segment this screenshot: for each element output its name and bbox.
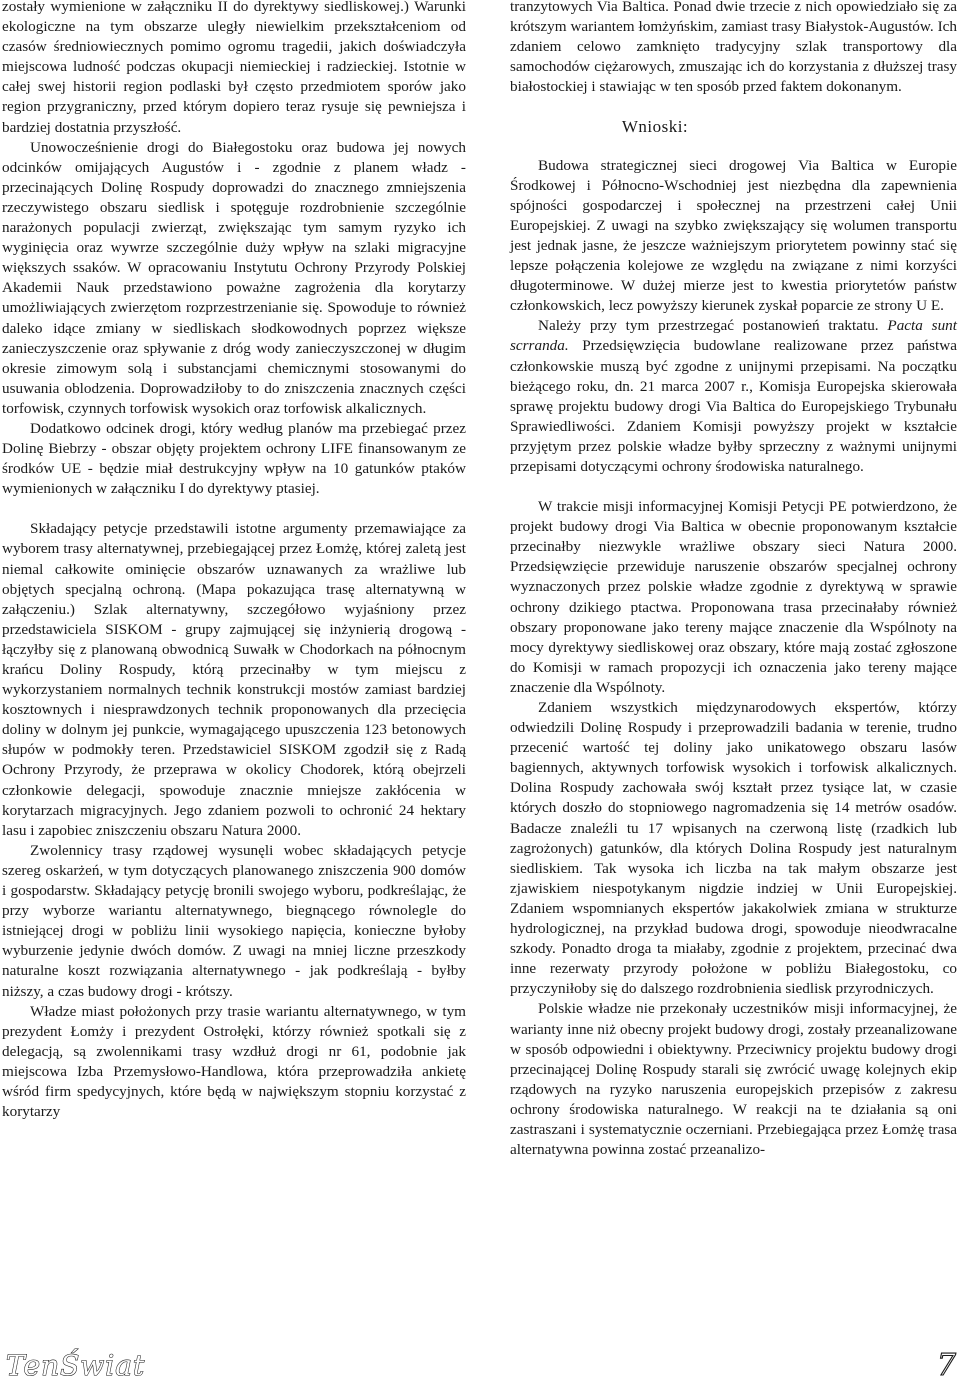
left-column <box>2 0 466 1122</box>
section-heading: Wnioski: <box>621 117 689 137</box>
paragraph: Władze miast położonych przy trasie wariantu alternatywnego, w tym prezydent Łomży i prezydent Ostrołęki, którzy również spotkali się z delegacją, są zwolennikami trasy wzdłuż drogi nr 61, podobnie jak miejscowa Izba Przemysłowo-Handlowa, która przeprowadziła ankietę wśród firm spedycyjnych, które będą w największym stopniu korzystać z korytarzy <box>2 1002 466 1121</box>
page-number: 7 <box>936 1348 956 1383</box>
paragraph: Składający petycje przedstawili istotne argumenty przemawiające za wyborem trasy alternatywnej, przebiegającej przez Łomżę, której zaletą jest niemal całkowite ominięcie obszarów uznawanych za wrażliwe lub objętych specjalną ochroną. (Mapa pokazująca trasę alternatywną w załączeniu.) Szlak alternatywny, szczegółowo wyjaśniony przez przedstawiciela SISKOM - grupy zajmującej się inżynierią drogową - łączyłby się z planowaną obwodnicą Suwałk w Chodorkach na północnym krańcu Doliny Rospudy, którą przecinałby w tym miejscu z wykorzystaniem normalnych technik konstrukcji mostów zamiast bardziej kosztownych i niesprawdzonych technik proponowanych dla przecięcia doliny w dolnym jej punkcie, wymagającego upuszczenia 123 betonowych słupów w podmokły teren. Przedstawiciel SISKOM zgodził się z Radą Ochrony Przyrody, że przeprawa w okolicy Chodorek, którą obejrzeli członkowie delegacji, spowoduje znacznie mniejsze zakłócenia w korytarzach migracyjnych. Jego zdaniem pozwoli to ochronić 24 hektary lasu i zapobiec zniszczeniu obszaru Natura 2000. <box>2 520 466 839</box>
paragraph <box>510 316 957 477</box>
magazine-logo: TenŚwiat <box>6 1349 146 1382</box>
paragraph: W trakcie misji informacyjnej Komisji Petycji PE potwierdzono, że projekt budowy drogi Via Baltica w obecnie proponowanym kształcie przecinałby niezwykle wrażliwe obszary sieci Natura 2000. Przedsięwzięcie przewiduje naruszenie obszarów specjalnej ochrony wyznaczonych przez polskie władze zgodnie z dyrektywą w sprawie ochrony dzikiego ptactwa. Proponowana trasa przecinałaby również obszary proponowane jako tereny mające znaczenie dla Wspólnoty na mocy dyrektywy siedliskowej oraz obszary, które mają zostać zgłoszone do Komisji w ramach propozycji ich oznaczenia jako tereny mające znaczenie dla Wspólnoty. <box>510 498 957 696</box>
paragraph: Zdaniem wszystkich międzynarodowych ekspertów, którzy odwiedzili Dolinę Rospudy i przeprowadzili badania w terenie, trudno przecenić wartość tej doliny jako unikatowego obszaru lasów bagiennych, aktywnych torfowisk wysokich i torfowisk alkalicznych. Dolina Rospudy zachowała swój kształt przez tysiące lat, w czasie których doszło do stopniowego nagromadzenia się 14 metrów osadów. Badacze znaleźli tu 17 wpisanych na czerwoną listę (rzadkich lub zagrożonych) gatunków, dla których Dolina Rospudy jest naturalnym siedliskiem. Tak wysoka ich liczba na tak małym obszarze jest zjawiskiem niespotykanym nigdzie indziej w Unii Europejskiej. Zdaniem wspomnianych ekspertów jakakolwiek zmiana w strukturze hydrologicznej, na przykład budowa drogi, spowoduje nieodwracalne szkody. Ponadto droga ta miałaby, zgodnie z projektem, przecinać dwa inne rezerwaty przyrody położone w pobliżu Białegostoku, co przyczyniłoby się do dalszego rozdrobnienia siedlisk przyrodniczych. <box>510 699 957 998</box>
paragraph-text: Przedsięwzięcia budowlane realizowane przez państwa członkowskie muszą być zgodne z unijnymi przepisami. Na początku bieżącego roku, dn. 21 marca 2007 r., Komisja Europejska skierowała sprawę projektu budowy drogi Via Baltica do Europejskiego Trybunału Sprawiedliwości. Zdaniem Komisji powyższy projekt w kształcie przyjętym przez polskie władze byłby sprzeczny z ważnymi unijnymi przepisami dotyczącymi ochrony środowiska naturalnego. <box>510 337 957 475</box>
paragraph: Zwolennicy trasy rządowej wysunęli wobec składających petycje szereg oskarżeń, w tym dotyczących planowanego zniszczenia 900 domów i gospodarstw. Składający petycję bronili swojego wyboru, podkreślając, że przy wyborze wariantu alternatywnego, biegnącego równolegle do istniejącej drogi w pobliżu linii wysokiego napięcia, konieczne byłoby wyburzenie jedynie dwóch domów. Z uwagi na mniej liczne przeszkody naturalne koszt rozwiązania alternatywnego - jak podkreślają - byłby niższy, a czas budowy drogi - krótszy. <box>2 841 466 1000</box>
paragraph: Unowocześnienie drogi do Białegostoku oraz budowa jej nowych odcinków omijających Augustów i - zgodnie z planem władz - przecinających Dolinę Rospudy doprowadzi do znacznego zmniejszenia rzeczywistego obszaru siedlisk i spotęguje rozdrobnienie szczególnie narażonych populacji zwierząt, zwiększając tym samym ryzyko ich wyginięcia oraz wywrze szczególnie duży wpływ na szlaki migracyjne większych ssaków. W opracowaniu Instytutu Ochrony Przyrody Polskiej Akademii Nauk przedstawiono poważne zagrożenia dla korytarzy umożliwiających zwierzętom rozprzestrzenianie się. Spowoduje to również daleko idące zmiany w siedliskach słodkowodnych poprzez większe zanieczyszczenie oraz spływanie z dróg wody zanieczyszczonej w długim okresie zimowym solą i substancjami chemicznymi stosowanymi do usuwania oblodzenia. Doprowadziłoby to do zniszczenia znacznych części torfowisk, czynnych torfowisk wysokich oraz torfowisk alkalicznych. <box>2 138 466 417</box>
paragraph: zostały wymienione w załączniku II do dyrektywy siedliskowej.) Warunki ekologiczne na tym obszarze uległy niewielkim przekształceniom od czasów średniowiecznych pomimo ogromu tragedii, jakich doświadczyła miejscowa ludność podczas okupacji niemieckiej i radzieckiej. Istotnie w całej swej historii region podlaski był często przedmiotem sporów jako region przygraniczny, przed którym dopiero teraz rysuje się pewniejsza i bardziej dostatnia przyszłość. <box>2 0 466 136</box>
paragraph: tranzytowych Via Baltica. Ponad dwie trzecie z nich opowiedziało się za krótszym wariantem łomżyńskim, zamiast trasy Białystok-Augustów. Ich zdaniem celowo zamknięto tradycyjny szlak transportowy dla samochodów ciężarowych, zmuszając ich do korzystania z dłuższej trasy białostockiej i stawiając w ten sposób przed faktem dokonanym. <box>510 0 957 96</box>
paragraph: Polskie władze nie przekonały uczestników misji informacyjnej, że warianty inne niż obecny projekt budowy drogi, zostały przeanalizowane w sposób odpowiedni i obiektywny. Przeciwnicy projektu budowy drogi przecinającej Dolinę Rospudy starali się zwrócić uwagę kolejnych ekip rządowych na ryzyko naruszenia europejskich przepisów z zakresu ochrony środowiska naturalnego. W reakcji na te działania są oni zastraszani i systematycznie oczerniani. Przebiegająca przez Łomżę trasa alternatywna powinna zostać przeanalizo- <box>510 1000 957 1159</box>
paragraph-text: Należy przy tym przestrzegać postanowień traktatu. <box>538 317 888 335</box>
paragraph: Budowa strategicznej sieci drogowej Via Baltica w Europie Środkowej i Północno-Wschodniej jest niezbędna dla zapewnienia spójności gospodarczej i społecznej na przestrzeni całej Unii Europejskiej. Z uwagi na szybko zwiększający się wolumen transportu jest jednak jasne, że jeszcze ważniejszym priorytetem powinny stać się lepsze połączenia kolejowe ze względu na związane z nimi korzyści długoterminowe. W dużej mierze jest to kwestia priorytetów państw członkowskich, lecz powyższy kierunek zyskał poparcie ze strony U E. <box>510 156 957 315</box>
paragraph: Dodatkowo odcinek drogi, który według planów ma przebiegać przez Dolinę Biebrzy - obszar objęty projektem ochrony LIFE finansowanym ze środków UE - będzie miał destrukcyjny wpływ na 10 gatunków ptaków wymienionych w załączniku I do dyrektywy ptasiej. <box>2 419 466 498</box>
latin-phrase: Pacta sunt scrranda. <box>510 317 957 355</box>
right-column <box>510 0 957 1160</box>
